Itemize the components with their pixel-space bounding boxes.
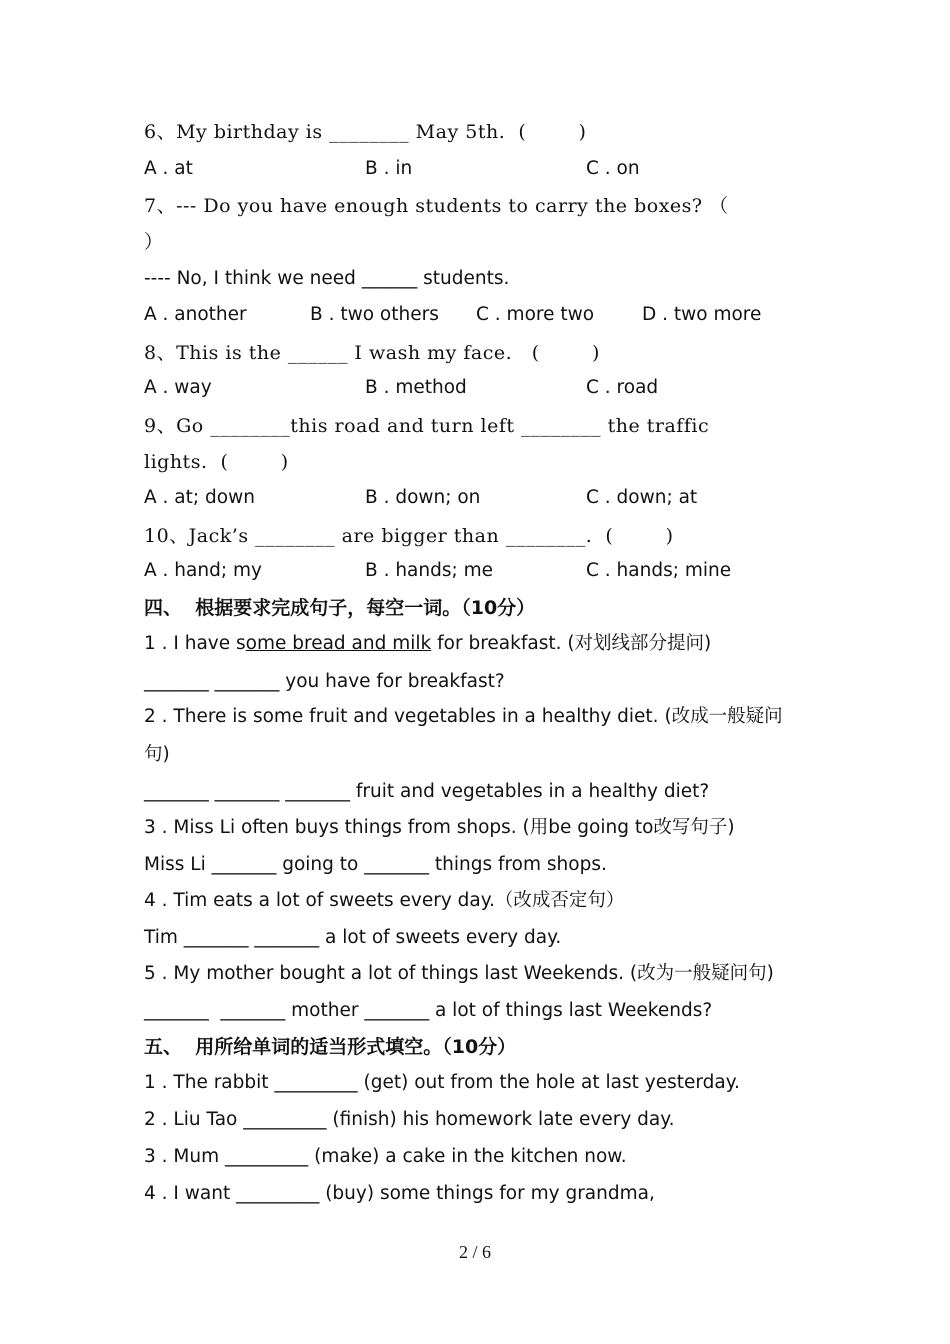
s4-item-2-answer: _______ _______ _______ fruit and vegetables in a healthy diet? [144,781,710,802]
s4-item-1-answer: _______ _______ you have for breakfast? [144,671,505,692]
page-number: 2 / 6 [458,1242,491,1262]
s5-item-4: 4 . I want _________ (buy) some things for my grandma, [144,1183,655,1204]
question-8: 8、This is the ______ I wash my face. ( ) [144,342,600,364]
q9-option-c: C . down; at [586,487,698,508]
s4-item-4: 4 . Tim eats a lot of sweets every day.（改成否定句） [144,890,625,911]
q10-option-c: C . hands; mine [586,560,732,581]
question-9: 9、Go ________this road and turn left ________ the traffic [144,415,710,437]
s4-item-1-post: for breakfast. (对划线部分提问) [431,633,712,654]
s4-item-2-cont: 句) [144,744,170,765]
q10-option-a: A . hand; my [144,560,262,581]
section-5-heading: 五、 用所给单词的适当形式填空。（10分） [144,1036,517,1058]
q7-answer-line: ---- No, I think we need ______ students. [144,268,510,289]
q9-option-a: A . at; down [144,487,255,508]
s4-item-1 [144,632,711,656]
question-7: 7、--- Do you have enough students to carry the boxes? （ [144,195,729,217]
q7-option-b: B . two others [310,304,439,325]
question-7-cont: ） [144,231,164,253]
s4-item-3-answer: Miss Li _______ going to _______ things from shops. [144,854,607,875]
s4-item-1-underlined: ome bread and milk [245,633,432,654]
s4-item-1-pre: 1 . I have s [144,633,246,654]
q6-option-c: C . on [586,158,640,179]
q6-option-a: A . at [144,158,193,179]
s5-item-1: 1 . The rabbit _________ (get) out from the hole at last yesterday. [144,1072,740,1093]
q9-option-b: B . down; on [365,487,481,508]
s5-item-2: 2 . Liu Tao _________ (finish) his homework late every day. [144,1109,675,1130]
q7-option-a: A . another [144,304,247,325]
q6-option-b: B . in [365,158,413,179]
q8-option-a: A . way [144,377,212,398]
q10-option-b: B . hands; me [365,560,494,581]
s4-item-3: 3 . Miss Li often buys things from shops. (用be going to改写句子) [144,817,735,838]
question-9-cont: lights. ( ) [144,451,289,473]
q8-option-c: C . road [586,377,659,398]
s4-item-4-answer: Tim _______ _______ a lot of sweets every day. [144,927,562,948]
s4-item-5-answer: _______ _______ mother _______ a lot of things last Weekends? [144,1000,713,1021]
q7-option-d: D . two more [642,304,762,325]
q7-option-c: C . more two [476,304,595,325]
s4-item-2: 2 . There is some fruit and vegetables in a healthy diet. (改成一般疑问 [144,706,783,727]
s4-item-5: 5 . My mother bought a lot of things last Weekends. (改为一般疑问句) [144,963,774,984]
q8-option-b: B . method [365,377,467,398]
question-6: 6、My birthday is ________ May 5th. ( ) [144,121,587,143]
question-10: 10、Jack’s ________ are bigger than ________. ( ) [144,525,674,547]
s5-item-3: 3 . Mum _________ (make) a cake in the kitchen now. [144,1146,627,1167]
section-4-heading: 四、 根据要求完成句子，每空一词。（10分） [144,597,536,619]
